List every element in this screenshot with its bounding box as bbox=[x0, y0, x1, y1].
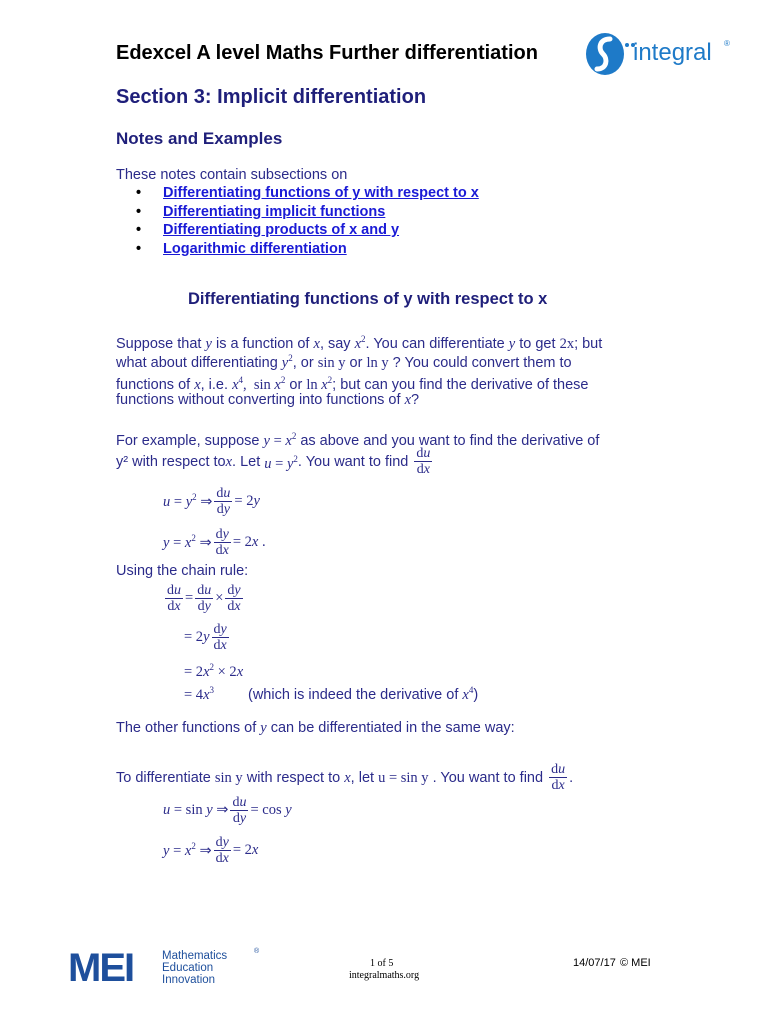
math-2x: 2x bbox=[559, 335, 575, 352]
equation-step-4x3: = $4x^3$ (which is indeed the derivative of $x^4$) bbox=[184, 685, 479, 703]
equation-u-sin-y: u = sin y ⇒ $\frac{du}{dy}$ = cos y bbox=[163, 795, 292, 826]
bullet-icon: • bbox=[136, 203, 142, 220]
math-u-eq-sin-y: u = sin y bbox=[378, 769, 429, 786]
to-differentiate-text: To differentiate sin y with respect to x , let u = sin y . You want to find $\frac{du}{dx}$ . bbox=[116, 762, 574, 793]
text: ? bbox=[411, 392, 420, 408]
fraction-du-dx: $\frac{du}{dx}$ bbox=[416, 446, 431, 477]
math-y-squared: $y^2$ bbox=[281, 353, 293, 371]
bullet-icon: • bbox=[136, 185, 142, 201]
intro-text: These notes contain subsections on bbox=[116, 167, 348, 183]
text: what about differentiating bbox=[116, 354, 282, 371]
text: , i.e. bbox=[200, 376, 233, 393]
text: To differentiate bbox=[116, 769, 215, 786]
para2-line2 bbox=[116, 446, 434, 477]
math-sin-y: sin y bbox=[317, 354, 346, 371]
subsection-item bbox=[136, 203, 479, 222]
text: . You can differentiate bbox=[365, 335, 509, 352]
text: ; but can you find the derivative of these bbox=[332, 376, 589, 393]
text: , or bbox=[292, 354, 318, 371]
text: to get bbox=[515, 335, 560, 352]
bullet-icon: • bbox=[136, 240, 142, 257]
math-x: x bbox=[225, 453, 233, 470]
which-note: (which is indeed the derivative of $x^4$) bbox=[248, 685, 479, 703]
subsection-link-logarithmic[interactable]: Logarithmic differentiation bbox=[163, 240, 347, 257]
math-y: y bbox=[260, 720, 267, 736]
integral-logo-text: integral bbox=[633, 39, 712, 66]
notes-heading: Notes and Examples bbox=[116, 129, 283, 148]
subsection-item bbox=[136, 184, 479, 203]
fraction-du-dx: $\frac{du}{dx}$ bbox=[551, 762, 566, 793]
text: . You want to find bbox=[428, 769, 548, 786]
para1-line4 bbox=[116, 390, 419, 410]
subsection-link-products[interactable]: Differentiating products of x and y bbox=[163, 222, 400, 238]
bullet-icon: • bbox=[136, 222, 142, 238]
text: or bbox=[345, 354, 367, 371]
subsection-list bbox=[136, 184, 479, 258]
subsection-item bbox=[136, 240, 479, 259]
text: Suppose that bbox=[116, 335, 206, 352]
mei-logo-line2: Education bbox=[162, 962, 214, 974]
math-ln-y: ln y bbox=[366, 354, 389, 371]
math-x: x bbox=[194, 376, 201, 393]
math-y-eq-x2: $y = x^2$ bbox=[263, 431, 297, 449]
subsection-link-functions-of-y[interactable]: Differentiating functions of y with respect to x bbox=[163, 185, 479, 201]
math-x4-sinx2: $x^4$, $\sin x^2$ bbox=[232, 375, 286, 393]
other-functions-text bbox=[116, 718, 515, 738]
page-number: 1 of 5 bbox=[370, 958, 394, 969]
math-x: x bbox=[313, 335, 320, 352]
math-ln-x2: $\ln x^2$ bbox=[306, 375, 333, 393]
text: . You want to find bbox=[297, 453, 413, 470]
text: as above and you want to find the derivative of bbox=[296, 432, 600, 449]
text: . Let bbox=[232, 453, 265, 470]
text: y² with respect to bbox=[116, 453, 226, 470]
footer-copyright: © MEI bbox=[620, 957, 651, 969]
document-title: Edexcel A level Maths Further differentiation bbox=[116, 42, 538, 64]
math-y: y bbox=[508, 335, 516, 352]
text: with respect to bbox=[242, 769, 345, 786]
text: is a function of bbox=[211, 335, 314, 352]
text: , let bbox=[350, 769, 379, 786]
equation-y-x2: $y = x^2$ ⇒ $\frac{dy}{dx}$ = 2x . bbox=[163, 527, 266, 558]
text: ? You could convert them to bbox=[388, 354, 572, 371]
mei-logo bbox=[68, 946, 268, 992]
equation-u-y2: $u = y^2$ ⇒ $\frac{du}{dy}$ = 2y bbox=[163, 486, 260, 517]
footer-date: 14/07/17 bbox=[573, 957, 616, 969]
equation-step-2x2: = $2x^2 \times 2x$ bbox=[184, 662, 244, 680]
text: ; but bbox=[574, 335, 603, 352]
subsection-link-implicit-functions[interactable]: Differentiating implicit functions bbox=[163, 203, 386, 220]
math-sin-y: sin y bbox=[214, 769, 243, 786]
equation-chain-rule: $\frac{du}{dx}$ = $\frac{du}{dy}$ × $\frac{dy}{dx}$ bbox=[167, 583, 241, 614]
text: , say bbox=[319, 335, 355, 352]
text: or bbox=[285, 376, 307, 393]
integral-logo-mark: ® bbox=[724, 39, 730, 48]
mei-logo-line1: Mathematics bbox=[162, 950, 228, 962]
mei-logo-line3: Innovation bbox=[162, 974, 216, 986]
section-title: Section 3: Implicit differentiation bbox=[116, 86, 427, 108]
mei-logo-reg: ® bbox=[254, 948, 260, 955]
equation-y-x2-second: $y = x^2$ ⇒ $\frac{dy}{dx}$ = 2x bbox=[163, 835, 259, 866]
equation-step-2y: = 2y $\frac{dy}{dx}$ bbox=[184, 622, 227, 653]
math-u-eq-y2: $u = y^2$ bbox=[264, 454, 298, 472]
site-url: integralmaths.org bbox=[349, 970, 420, 981]
text: can be differentiated in the same way: bbox=[266, 720, 515, 736]
text: functions of bbox=[116, 376, 195, 393]
math-x-squared: $x^2$ bbox=[354, 334, 366, 352]
math-x: x bbox=[344, 769, 351, 786]
subsection-item bbox=[136, 221, 479, 240]
text: The other functions of bbox=[116, 720, 261, 736]
math-x: x bbox=[404, 392, 411, 408]
text: functions without converting into functions of bbox=[116, 392, 405, 408]
chain-rule-label: Using the chain rule: bbox=[116, 563, 249, 579]
math-y: y bbox=[205, 335, 212, 352]
text: For example, suppose bbox=[116, 432, 264, 449]
mei-logo-letters: MEI bbox=[68, 946, 134, 990]
integral-logo bbox=[583, 29, 733, 79]
subsection-heading: Differentiating functions of y with respect to x bbox=[188, 290, 548, 308]
